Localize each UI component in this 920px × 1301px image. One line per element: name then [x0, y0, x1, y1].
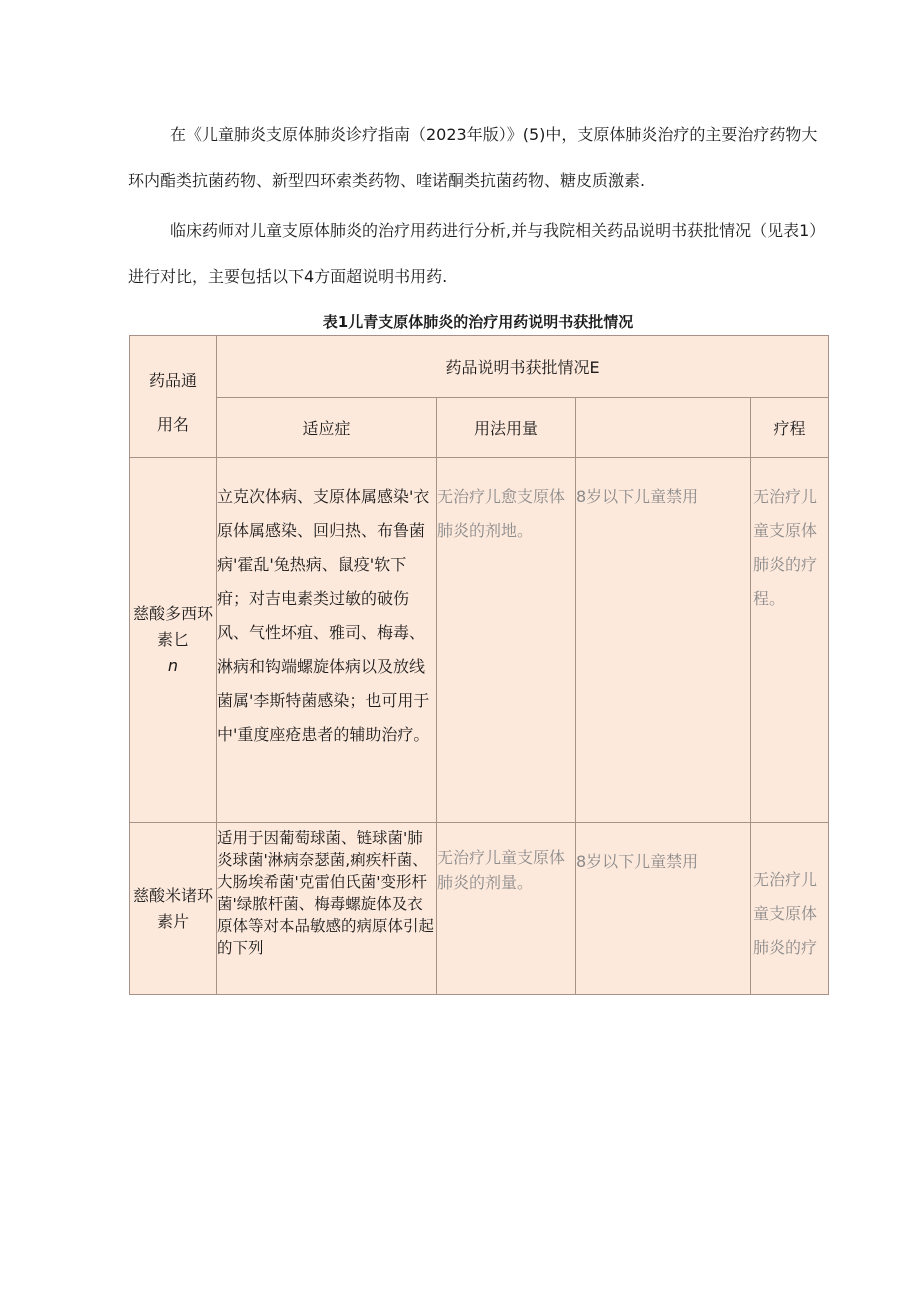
drug-approval-table: [129, 335, 829, 995]
drug-name: 慈酸多西环素匕: [132, 604, 213, 649]
header-usage: 用法用量: [437, 398, 576, 458]
indication-cell: 适用于因葡萄球菌、链球菌'肺炎球菌'淋病奈瑟菌,痢疾杆菌、大肠埃希菌'克雷伯氏菌'变形杆菌'绿脓杆菌、梅毒螺旋体及衣原体等对本品敏感的病原体引起的下列: [217, 823, 437, 995]
intro-paragraph-2: 临床药师对儿童支原体肺炎的治疗用药进行分析,并与我院相关药品说明书获批情况（见表1）进行对比，主要包括以下4方面超说明书用药.: [128, 221, 826, 286]
age-restriction-cell: 8岁以下儿童禁用: [576, 823, 751, 995]
drug-name-cell: [130, 823, 217, 995]
drug-name: 慈酸米诸环素片: [132, 885, 213, 931]
table-row: [130, 458, 829, 823]
age-restriction-cell: 8岁以下儿童禁用: [576, 458, 751, 823]
header-drug-name-line2: 用名: [156, 414, 189, 434]
header-drug-name-line1: 药品通: [148, 370, 197, 390]
usage-cell: 无治疗儿愈支原体肺炎的剂地。: [437, 458, 576, 823]
drug-name-cell: [130, 458, 217, 823]
usage-cell: 无治疗儿童支原体肺炎的剂量。: [437, 823, 576, 995]
indication-cell: 立克次体病、支原体属感染'衣原体属感染、回归热、布鲁菌病'霍乱'兔热病、鼠疫'软下疳；对吉电素类过敏的破伤风、气性坏疽、雅司、梅毒、淋病和钩端螺旋体病以及放线菌属'李斯特菌感染；也可用于中'重度座疮患者的辅助治疗。: [217, 458, 437, 823]
table-caption: 表1儿青支原体肺炎的治疗用药说明书获批情况: [322, 313, 634, 331]
header-blank: [576, 398, 751, 458]
course-cell: 无治疗儿童支原体肺炎的疗程。: [751, 458, 829, 823]
header-approval-group: 药品说明书获批情况E: [217, 336, 829, 398]
drug-name-sub: n: [167, 656, 179, 675]
header-drug-name: [130, 336, 217, 458]
header-indication: 适应症: [217, 398, 437, 458]
table-row: [130, 823, 829, 995]
course-cell: 无治疗儿童支原体肺炎的疗: [751, 823, 829, 995]
intro-paragraph-1: 在《儿童肺炎支原体肺炎诊疗指南（2023年版）》(5)中，支原体肺炎治疗的主要治疗药物大环内酯类抗菌药物、新型四环索类药物、喹诺酮类抗菌药物、糖皮质激素.: [128, 125, 818, 190]
header-course: 疗程: [751, 398, 829, 458]
